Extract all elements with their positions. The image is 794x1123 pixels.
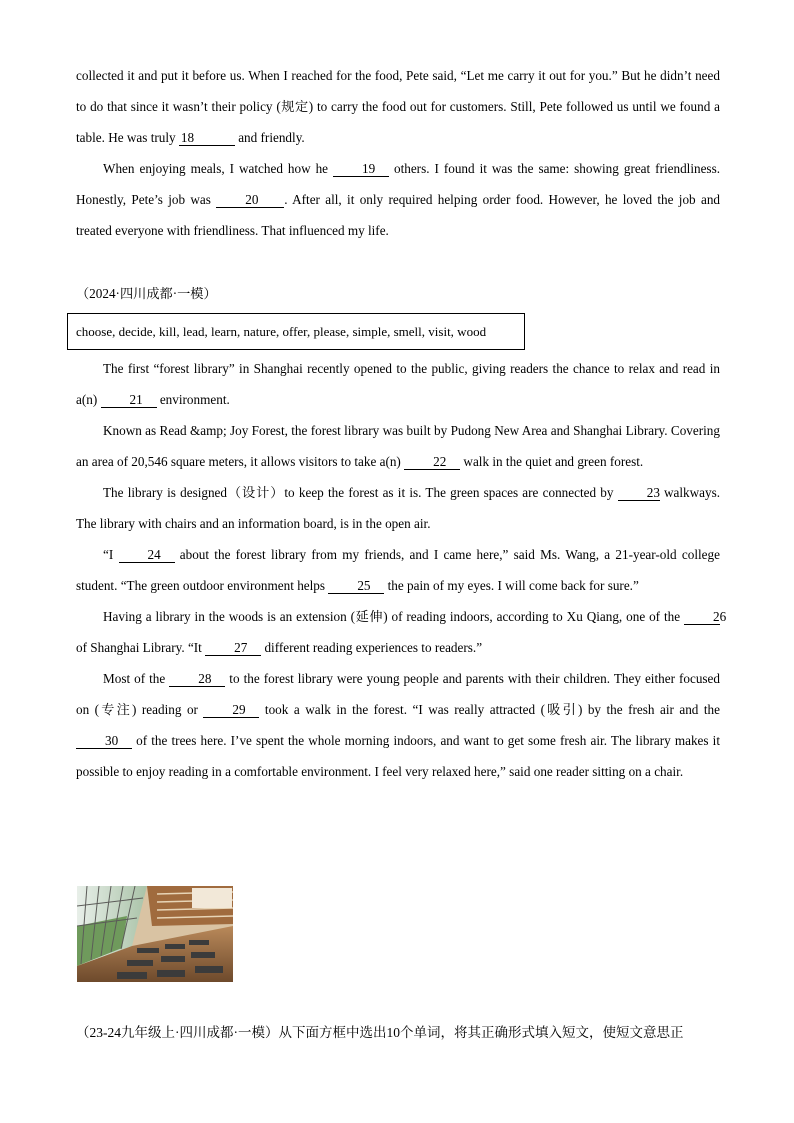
- word-box: choose, decide, kill, lead, learn, nature, offer, please, simple, smell, visit, wood: [67, 313, 525, 350]
- blank-25[interactable]: 25: [328, 578, 384, 594]
- blank-18[interactable]: 18: [179, 130, 235, 146]
- paragraph: Having a library in the woods is an extension (延伸) of reading indoors, according to Xu Qiang, one of the 26 of Shanghai Library. “It 27 different reading experiences to readers.”: [76, 609, 727, 655]
- paragraph: Most of the 28 to the forest library were young people and parents with their children. They either focused on (专注) reading or 29 took a walk in the forest. “I was really attracted (吸引) by the fresh air and the 30 of the trees here. I’ve spent the whole morning indoors, and want to get some fresh air. The library makes it possible to enjoy reading in a comfortable environment. I feel very relaxed here,” said one reader sitting on a chair.: [76, 671, 721, 779]
- blank-23[interactable]: 23: [618, 485, 660, 501]
- paragraph: The first “forest library” in Shanghai recently opened to the public, giving readers the chance to relax and read in a(n) 21 environment.: [76, 361, 720, 407]
- blank-26[interactable]: 26: [684, 609, 720, 625]
- paragraph: collected it and put it before us. When I reached for the food, Pete said, “Let me carry it out for you.” But he didn’t need to do that since it wasn’t their policy (规定) to carry the food out for customers. Still, Pete followed us until we found a table. He was truly 18 and friendly.: [76, 68, 720, 145]
- blank-29[interactable]: 29: [203, 702, 259, 718]
- library-interior-image: [77, 886, 233, 982]
- top-passage: [76, 60, 720, 246]
- blank-22[interactable]: 22: [404, 454, 460, 470]
- paragraph: The library is designed（设计）to keep the forest as it is. The green spaces are connected by 23 walkways. The library with chairs and an information board, is in the open air.: [76, 485, 720, 531]
- blank-20[interactable]: 20: [216, 192, 284, 208]
- paragraph: “I 24 about the forest library from my friends, and I came here,” said Ms. Wang, a 21-year-old college student. “The green outdoor environment helps 25 the pain of my eyes. I will come back for sure.”: [76, 547, 720, 593]
- paragraph: When enjoying meals, I watched how he 19 others. I found it was the same: showing great friendliness. Honestly, Pete’s job was 20 . After all, it only required helping order food. However, he loved the job and treated everyone with friendliness. That influenced my life.: [76, 161, 721, 238]
- question-source: （2024·四川成都·一模）: [76, 286, 217, 301]
- forest-library-photo: [77, 886, 233, 982]
- blank-24[interactable]: 24: [119, 547, 175, 563]
- forest-library-passage: [76, 353, 727, 787]
- blank-27[interactable]: 27: [205, 640, 261, 656]
- blank-28[interactable]: 28: [169, 671, 225, 687]
- blank-19[interactable]: 19: [333, 161, 389, 177]
- blank-21[interactable]: 21: [101, 392, 157, 408]
- blank-30[interactable]: 30: [76, 733, 132, 749]
- next-question-heading: （23-24九年级上·四川成都·一模）从下面方框中选出10个单词，将其正确形式填入短文，使短文意思正: [76, 1025, 684, 1040]
- paragraph: Known as Read &amp; Joy Forest, the forest library was built by Pudong New Area and Shanghai Library. Covering an area of 20,546 square meters, it allows visitors to take a(n) 22 walk in the quiet and green forest.: [76, 423, 720, 469]
